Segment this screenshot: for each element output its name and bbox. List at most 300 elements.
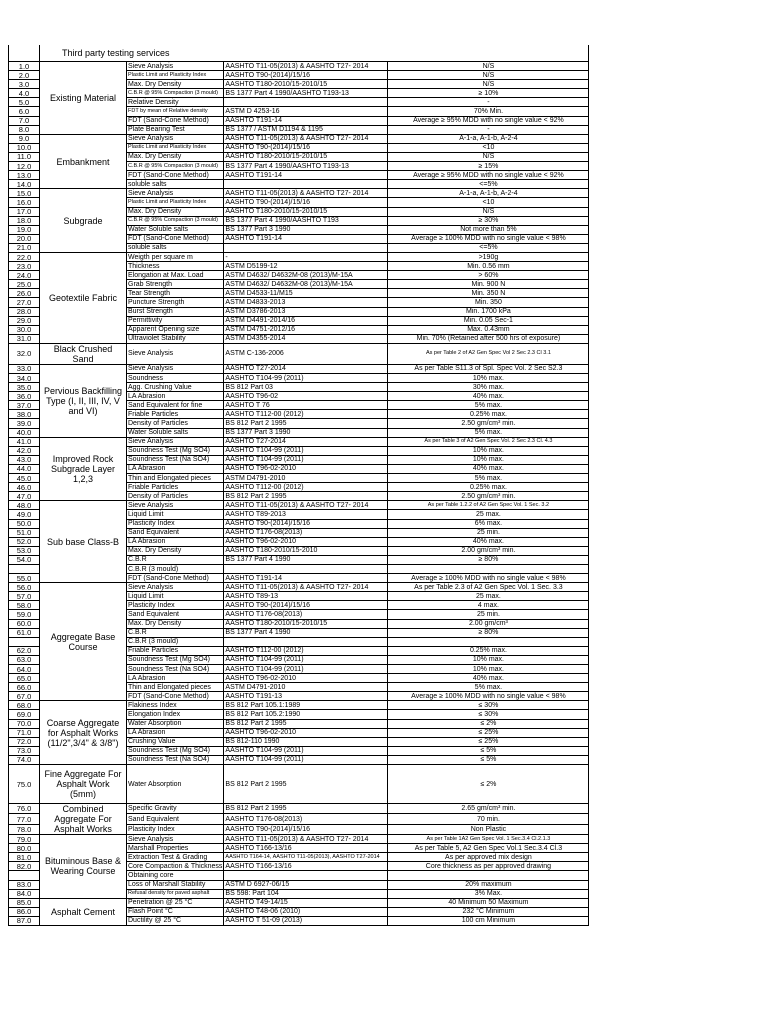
table-row: [9, 583, 589, 592]
specification: As per Table 1A2 Gen Spec Vol. 1 Sec.3.4 Cl.2.1.3: [388, 835, 589, 844]
specification: As per Table 2 of A2 Gen Spec Vol 2 Sec 2.3 Cl 3.1: [388, 343, 589, 364]
table-row: [9, 437, 589, 446]
test-name: Water Absorption: [127, 765, 224, 804]
test-name: Sand Equivalent: [127, 610, 224, 619]
test-name: Thin and Elongated pieces: [127, 474, 224, 483]
test-name: Soundness Test (Na SO4): [127, 455, 224, 464]
test-name: Sieve Analysis: [127, 583, 224, 592]
specification: 4 max.: [388, 601, 589, 610]
test-standard: AASHTO T48-06 (2010): [224, 907, 388, 916]
test-standard: ASTM D 4253-16: [224, 107, 388, 116]
item-number: [9, 637, 40, 646]
test-name: Thin and Elongated pieces: [127, 683, 224, 692]
test-name: Plastic Limit and Plasticity Index: [127, 198, 224, 207]
sheet-title: Third party testing services: [40, 45, 388, 62]
item-number: 34.0: [9, 374, 40, 383]
test-name: Ultraviolet Stability: [127, 334, 224, 343]
specification: 5% max.: [388, 474, 589, 483]
item-number: 22.0: [9, 252, 40, 261]
specification: As per Table 3 of A2 Gen Spec Vol. 2 Sec 2.3 Cl. 4.3: [388, 437, 589, 446]
specification: -: [388, 125, 589, 134]
table-row: [9, 343, 589, 364]
test-standard: AASHTO T104-99 (2011): [224, 665, 388, 674]
specification: 40% max.: [388, 674, 589, 683]
item-number: 8.0: [9, 125, 40, 134]
specification: 0.25% max.: [388, 646, 589, 655]
material-group: Pervious Backfilling Type (I, II, III, IV, V and VI): [40, 364, 127, 437]
item-number: 69.0: [9, 710, 40, 719]
specification: 2.00 gm/cm³: [388, 619, 589, 628]
specification: Min. 350: [388, 298, 589, 307]
test-name: Plastic Limit and Plasticity Index: [127, 71, 224, 80]
specification: 25 min.: [388, 528, 589, 537]
material-group: Combined Aggregate For Asphalt Works: [40, 804, 127, 835]
specification: 40% max.: [388, 464, 589, 473]
item-number: 79.0: [9, 835, 40, 844]
item-number: 84.0: [9, 889, 40, 898]
test-name: FDT (Sand-Cone Method): [127, 574, 224, 583]
specification: >190g: [388, 252, 589, 261]
specification: 40% max.: [388, 537, 589, 546]
item-number: 27.0: [9, 298, 40, 307]
specification: As per approved mix design: [388, 853, 589, 862]
specification: 10% max.: [388, 665, 589, 674]
item-number: 52.0: [9, 537, 40, 546]
item-number: 61.0: [9, 628, 40, 637]
test-standard: AASHTO T49-14/15: [224, 898, 388, 907]
item-number: 60.0: [9, 619, 40, 628]
specification: 0.25% max.: [388, 410, 589, 419]
test-standard: AASHTO T90-(2014)/15/16: [224, 519, 388, 528]
test-name: Marshall Properties: [127, 844, 224, 853]
test-name: Soundness Test (Na SO4): [127, 755, 224, 764]
item-number: 21.0: [9, 243, 40, 252]
test-name: FDT (Sand-Cone Method): [127, 692, 224, 701]
item-number: 25.0: [9, 280, 40, 289]
item-number: 62.0: [9, 646, 40, 655]
specification: 100 cm Minimum: [388, 916, 589, 925]
item-number: 75.0: [9, 765, 40, 804]
item-number: 44.0: [9, 464, 40, 473]
specification: N/S: [388, 80, 589, 89]
test-standard: AASHTO T96-02-2010: [224, 537, 388, 546]
test-standard: AASHTO T191-14: [224, 574, 388, 583]
test-name: Specific Gravity: [127, 804, 224, 814]
material-group: Embankment: [40, 134, 127, 189]
test-name: FDT (Sand-Cone Method): [127, 116, 224, 125]
test-name: C.B.R @ 95% Compaction (3 mould): [127, 216, 224, 225]
test-standard: BS 1377 Part 4 1990/AASHTO T193-13: [224, 162, 388, 171]
test-standard: ASTM D4751-2012/16: [224, 325, 388, 334]
test-standard: BS 812 Part 2 1995: [224, 804, 388, 814]
item-number: 82.0: [9, 862, 40, 871]
specification: 10% max.: [388, 655, 589, 664]
table-row: [9, 835, 589, 844]
specification: <10: [388, 198, 589, 207]
item-number: 49.0: [9, 510, 40, 519]
specification: 70 min.: [388, 814, 589, 824]
specification: [388, 871, 589, 880]
specification: N/S: [388, 152, 589, 161]
test-standard: AASHTO T11-05(2013) & AASHTO T27- 2014: [224, 501, 388, 510]
item-number: 66.0: [9, 683, 40, 692]
test-name: Sieve Analysis: [127, 134, 224, 143]
test-standard: [224, 243, 388, 252]
item-number: 17.0: [9, 207, 40, 216]
item-number: 64.0: [9, 665, 40, 674]
test-name: Agg. Crushing Value: [127, 383, 224, 392]
test-standard: AASHTO T90-(2014)/15/16: [224, 824, 388, 834]
specification: Average ≥ 100% MDD with no single value < 98%: [388, 574, 589, 583]
specification: Min. 70% (Retained after 500 hrs of exposure): [388, 334, 589, 343]
test-name: Soundness Test (Mg SO4): [127, 746, 224, 755]
test-standard: AASHTO T11-05(2013) & AASHTO T27- 2014: [224, 189, 388, 198]
specification: Average ≥ 95% MDD with no single value < 92%: [388, 116, 589, 125]
test-name: Relative Density: [127, 98, 224, 107]
test-standard: AASHTO T96-02-2010: [224, 674, 388, 683]
specification: ≤ 30%: [388, 710, 589, 719]
test-standard: AASHTO T191-14: [224, 234, 388, 243]
item-number: 76.0: [9, 804, 40, 814]
test-name: Max. Dry Density: [127, 546, 224, 555]
specification: 2.50 gm/cm³ min.: [388, 492, 589, 501]
specification: 0.25% max.: [388, 483, 589, 492]
test-standard: AASHTO T104-99 (2011): [224, 455, 388, 464]
table-row: [9, 134, 589, 143]
test-standard: AASHTO T104-99 (2011): [224, 755, 388, 764]
test-name: Flash Point °C: [127, 907, 224, 916]
test-standard: AASHTO T90-(2014)/15/16: [224, 601, 388, 610]
material-group: Coarse Aggregate for Asphalt Works (11/2",3/4" & 3/8"): [40, 701, 127, 765]
specification: ≥ 15%: [388, 162, 589, 171]
item-number: 7.0: [9, 116, 40, 125]
item-number: 32.0: [9, 343, 40, 364]
item-number: 39.0: [9, 419, 40, 428]
test-name: soluble salts: [127, 180, 224, 189]
test-name: Soundness Test (Mg SO4): [127, 446, 224, 455]
specification: Average ≥ 95% MDD with no single value < 92%: [388, 171, 589, 180]
item-number: 1.0: [9, 62, 40, 71]
test-standard: BS 812 Part 2 1995: [224, 492, 388, 501]
item-number: 30.0: [9, 325, 40, 334]
test-standard: ASTM D 6927-06/15: [224, 880, 388, 889]
test-standard: BS 812 Part 03: [224, 383, 388, 392]
item-number: 70.0: [9, 719, 40, 728]
item-number: [9, 564, 40, 573]
test-standard: AASHTO T89-13: [224, 592, 388, 601]
test-name: Max. Dry Density: [127, 152, 224, 161]
test-standard: AASHTO T104-99 (2011): [224, 746, 388, 755]
specification: Non Plastic: [388, 824, 589, 834]
specification: Min. 350 N: [388, 289, 589, 298]
test-name: Weigth per square m: [127, 252, 224, 261]
specification: As per Table 2.3 of A2 Gen Spec Vol. 1 Sec. 3.3: [388, 583, 589, 592]
test-standard: AASHTO T90-(2014)/15/16: [224, 198, 388, 207]
test-name: LA Abrasion: [127, 728, 224, 737]
test-name: FDT (Sand-Cone Method): [127, 234, 224, 243]
material-group: Geotextile Fabric: [40, 252, 127, 343]
test-standard: BS 1377 / ASTM D1194 & 1195: [224, 125, 388, 134]
specification: -: [388, 98, 589, 107]
table-row: [9, 252, 589, 261]
test-name: Apparent Opening size: [127, 325, 224, 334]
specification: 5% max.: [388, 683, 589, 692]
test-name: Sieve Analysis: [127, 835, 224, 844]
test-name: Penetration @ 25 °C: [127, 898, 224, 907]
item-number: 58.0: [9, 601, 40, 610]
item-number: 15.0: [9, 189, 40, 198]
item-number: 54.0: [9, 555, 40, 564]
test-name: Soundness Test (Mg SO4): [127, 655, 224, 664]
test-name: Density of Particles: [127, 419, 224, 428]
specification: [388, 637, 589, 646]
test-standard: AASHTO T180-2010/15-2010/15: [224, 152, 388, 161]
item-number: 71.0: [9, 728, 40, 737]
specification: 2.00 gm/cm³ min.: [388, 546, 589, 555]
test-name: C.B.R (3 mould): [127, 637, 224, 646]
test-standard: ASTM C-136-2006: [224, 343, 388, 364]
test-standard: AASHTO T104-99 (2011): [224, 446, 388, 455]
item-number: 29.0: [9, 316, 40, 325]
specification: N/S: [388, 207, 589, 216]
test-standard: BS 1377 Part 4 1990: [224, 555, 388, 564]
test-standard: AASHTO T176-08(2013): [224, 610, 388, 619]
item-number: 31.0: [9, 334, 40, 343]
item-number: 87.0: [9, 916, 40, 925]
specification: 2.65 gm/cm³ min.: [388, 804, 589, 814]
testing-services-table: [8, 45, 589, 926]
test-standard: AASHTO T112-00 (2012): [224, 483, 388, 492]
test-standard: ASTM D4833-2013: [224, 298, 388, 307]
test-standard: BS 598: Part 104: [224, 889, 388, 898]
item-number: 13.0: [9, 171, 40, 180]
specification: Min. 1700 kPa: [388, 307, 589, 316]
test-name: Elongation Index: [127, 710, 224, 719]
test-name: Permittivity: [127, 316, 224, 325]
specification: As per Table S11.3 of Spl. Spec Vol. 2 Sec S2.3: [388, 364, 589, 373]
test-name: C.B.R: [127, 628, 224, 637]
item-number: 16.0: [9, 198, 40, 207]
test-name: LA Abrasion: [127, 674, 224, 683]
test-standard: AASHTO T180-2010/15-2010/15: [224, 207, 388, 216]
test-standard: [224, 564, 388, 573]
item-number: 77.0: [9, 814, 40, 824]
test-name: Water Soluble salts: [127, 428, 224, 437]
specification: 232 °C Minimum: [388, 907, 589, 916]
test-standard: AASHTO T180-2010/15-2010/15: [224, 619, 388, 628]
item-number: 11.0: [9, 152, 40, 161]
test-standard: AASHTO T89-2013: [224, 510, 388, 519]
test-standard: BS 812-110 1990: [224, 737, 388, 746]
item-number: 56.0: [9, 583, 40, 592]
specification: 30% max.: [388, 383, 589, 392]
item-number: 72.0: [9, 737, 40, 746]
material-group: Aggregate Base Course: [40, 583, 127, 701]
item-number: 59.0: [9, 610, 40, 619]
test-name: Max. Dry Density: [127, 207, 224, 216]
test-name: LA Abrasion: [127, 537, 224, 546]
test-standard: BS 1377 Part 3 1990: [224, 225, 388, 234]
test-name: Grab Strength: [127, 280, 224, 289]
specification: 25 max.: [388, 592, 589, 601]
test-standard: AASHTO T104-99 (2011): [224, 655, 388, 664]
test-standard: AASHTO T112-00 (2012): [224, 410, 388, 419]
item-number: 3.0: [9, 80, 40, 89]
test-name: Density of Particles: [127, 492, 224, 501]
specification: 5% max.: [388, 428, 589, 437]
item-number: 42.0: [9, 446, 40, 455]
item-number: 5.0: [9, 98, 40, 107]
title-row: [9, 45, 589, 62]
test-standard: AASHTO T191-13: [224, 692, 388, 701]
specification: ≤ 25%: [388, 728, 589, 737]
specification: ≤ 2%: [388, 765, 589, 804]
item-number: 23.0: [9, 262, 40, 271]
test-standard: AASHTO T11-05(2013) & AASHTO T27- 2014: [224, 835, 388, 844]
specification: ≥ 30%: [388, 216, 589, 225]
test-standard: BS 1377 Part 4 1990/AASHTO T193: [224, 216, 388, 225]
item-number: 43.0: [9, 455, 40, 464]
specification: ≤ 30%: [388, 701, 589, 710]
specification: 10% max.: [388, 446, 589, 455]
specification: Min. 900 N: [388, 280, 589, 289]
item-number: 37.0: [9, 401, 40, 410]
item-number: 18.0: [9, 216, 40, 225]
test-standard: BS 1377 Part 4 1990/AASHTO T193-13: [224, 89, 388, 98]
item-number: 50.0: [9, 519, 40, 528]
test-name: Burst Strength: [127, 307, 224, 316]
specification: N/S: [388, 71, 589, 80]
specification: 25 max.: [388, 510, 589, 519]
test-standard: [224, 871, 388, 880]
specification: 5% max.: [388, 401, 589, 410]
test-standard: AASHTO T27-2014: [224, 364, 388, 373]
test-name: Obtaining core: [127, 871, 224, 880]
test-standard: AASHTO T164-14, AASHTO T11-05(2013), AASHTO T27-2014: [224, 853, 388, 862]
specification: 3% Max.: [388, 889, 589, 898]
specification: A-1-a, A-1-b, A-2-4: [388, 134, 589, 143]
item-number: 26.0: [9, 289, 40, 298]
test-standard: AASHTO T90-(2014)/15/16: [224, 143, 388, 152]
test-name: C.B.R @ 95% Compaction (3 mould): [127, 89, 224, 98]
test-standard: AASHTO T180-2010/15-2010/15: [224, 80, 388, 89]
specification: ≥ 80%: [388, 628, 589, 637]
item-number: 45.0: [9, 474, 40, 483]
test-standard: AASHTO T96-02: [224, 392, 388, 401]
material-group: Bituminous Base & Wearing Course: [40, 835, 127, 899]
test-standard: AASHTO T90-(2014)/15/16: [224, 71, 388, 80]
table-row: [9, 898, 589, 907]
table-row: [9, 765, 589, 804]
item-number: 73.0: [9, 746, 40, 755]
test-standard: BS 812 Part 105.1:1989: [224, 701, 388, 710]
material-group: Asphalt Cement: [40, 898, 127, 925]
specification: ≤ 25%: [388, 737, 589, 746]
test-name: C.B.R @ 95% Compaction (3 mould): [127, 162, 224, 171]
item-number: 33.0: [9, 364, 40, 373]
test-name: Sand Equivalent: [127, 528, 224, 537]
test-standard: ASTM D4533-11/M15: [224, 289, 388, 298]
item-number: 85.0: [9, 898, 40, 907]
test-name: Water Soluble salts: [127, 225, 224, 234]
test-standard: BS 1377 Part 4 1990: [224, 628, 388, 637]
item-number: 38.0: [9, 410, 40, 419]
test-name: Ductility @ 25 °C: [127, 916, 224, 925]
test-name: LA Abrasion: [127, 464, 224, 473]
test-standard: AASHTO T11-05(2013) & AASHTO T27- 2014: [224, 134, 388, 143]
test-standard: ASTM D3786-2013: [224, 307, 388, 316]
test-name: Liquid Limit: [127, 510, 224, 519]
material-group: Existing Material: [40, 62, 127, 135]
test-standard: AASHTO T166-13/16: [224, 844, 388, 853]
test-standard: BS 812 Part 2 1995: [224, 765, 388, 804]
test-standard: BS 1377 Part 3 1990: [224, 428, 388, 437]
test-name: Max. Dry Density: [127, 619, 224, 628]
specification: 10% max.: [388, 374, 589, 383]
test-name: C.B.R (3 mould): [127, 564, 224, 573]
test-name: Liquid Limit: [127, 592, 224, 601]
test-name: C.B.R: [127, 555, 224, 564]
test-name: FDT (Sand-Cone Method): [127, 171, 224, 180]
item-number: 46.0: [9, 483, 40, 492]
item-number: 78.0: [9, 824, 40, 834]
item-number: 48.0: [9, 501, 40, 510]
test-standard: AASHTO T176-08(2013): [224, 814, 388, 824]
test-standard: AASHTO T176-08(2013): [224, 528, 388, 537]
test-standard: ASTM D5199-12: [224, 262, 388, 271]
table-row: [9, 501, 589, 510]
test-standard: AASHTO T11-05(2013) & AASHTO T27- 2014: [224, 583, 388, 592]
test-name: Sieve Analysis: [127, 501, 224, 510]
specification: Max. 0.43mm: [388, 325, 589, 334]
specification: <10: [388, 143, 589, 152]
specification: N/S: [388, 62, 589, 71]
item-number: 67.0: [9, 692, 40, 701]
table-row: [9, 804, 589, 814]
test-standard: AASHTO T 76: [224, 401, 388, 410]
test-standard: BS 812 Part 2 1995: [224, 419, 388, 428]
test-name: Soundness Test (Na SO4): [127, 665, 224, 674]
item-number: 68.0: [9, 701, 40, 710]
table-row: [9, 189, 589, 198]
testing-services-sheet: [8, 45, 589, 926]
test-name: Plate Bearing Test: [127, 125, 224, 134]
test-standard: AASHTO T96-02-2010: [224, 728, 388, 737]
specification: <=5%: [388, 243, 589, 252]
test-name: Plasticity Index: [127, 601, 224, 610]
test-standard: AASHTO T27-2014: [224, 437, 388, 446]
specification: <=5%: [388, 180, 589, 189]
specification: As per Table 5, A2 Gen Spec Vol.1 Sec.3.4 Cl.3: [388, 844, 589, 853]
test-name: Sieve Analysis: [127, 437, 224, 446]
specification: Core thickness as per approved drawing: [388, 862, 589, 871]
test-name: Core Compaction & Thickness: [128, 862, 223, 870]
test-standard: ASTM D4791-2010: [224, 474, 388, 483]
item-number: 63.0: [9, 655, 40, 664]
test-standard: ASTM D4491-2014/16: [224, 316, 388, 325]
test-name: Plastic Limit and Plasticity Index: [127, 143, 224, 152]
test-standard: [224, 637, 388, 646]
test-name: Friable Particles: [127, 646, 224, 655]
test-standard: AASHTO T112-00 (2012): [224, 646, 388, 655]
test-name: Sieve Analysis: [127, 343, 224, 364]
item-number: 20.0: [9, 234, 40, 243]
test-standard: -: [224, 252, 388, 261]
item-number: 57.0: [9, 592, 40, 601]
test-standard: ASTM D4632/ D4632M-08 (2013)/M-15A: [224, 271, 388, 280]
test-name: soluble salts: [127, 243, 224, 252]
test-standard: [224, 180, 388, 189]
